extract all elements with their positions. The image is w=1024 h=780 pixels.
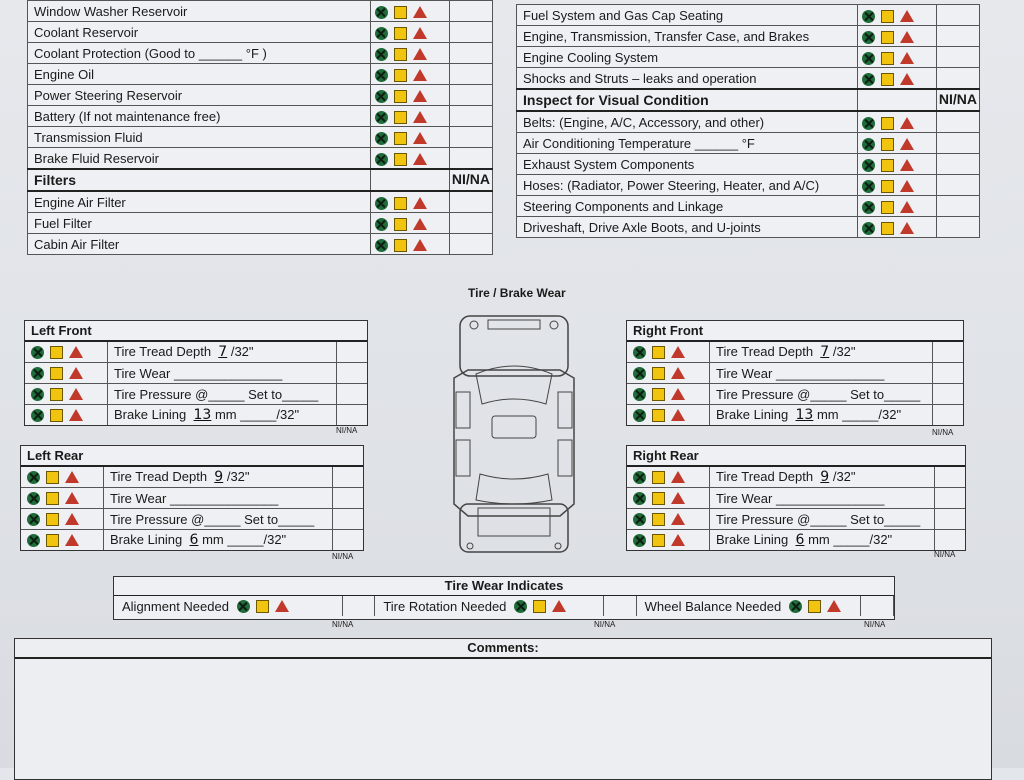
left-front-box <box>24 320 368 426</box>
ok-check-icon[interactable] <box>633 534 646 547</box>
caution-square-icon[interactable] <box>652 367 665 380</box>
caution-square-icon[interactable] <box>394 111 407 124</box>
alert-triangle-icon[interactable] <box>671 346 685 358</box>
row-label: Cabin Air Filter <box>28 234 371 255</box>
alert-triangle-icon[interactable] <box>900 52 914 64</box>
left-rear-na: NI/NA <box>332 552 354 561</box>
ok-check-icon[interactable] <box>375 69 388 82</box>
tire-wear-item: Wheel Balance Needed <box>637 596 862 616</box>
na-label: NI/NA <box>936 89 979 111</box>
status-icons <box>858 196 936 217</box>
brake-lining-value[interactable]: 13 <box>193 407 212 423</box>
checklist-row <box>517 175 980 196</box>
caution-square-icon[interactable] <box>652 492 665 505</box>
row-label: Shocks and Struts – leaks and operation <box>517 68 858 90</box>
caution-square-icon[interactable] <box>881 138 894 151</box>
alert-triangle-icon[interactable] <box>69 346 83 358</box>
caution-square-icon[interactable] <box>46 513 59 526</box>
alert-triangle-icon[interactable] <box>275 600 289 612</box>
ok-check-icon[interactable] <box>31 409 44 422</box>
na-cell[interactable] <box>936 175 979 196</box>
caution-square-icon[interactable] <box>652 471 665 484</box>
na-cell[interactable] <box>449 1 492 22</box>
tire-wear-row: Tire Wear _______________ <box>627 363 963 384</box>
caution-square-icon[interactable] <box>46 492 59 505</box>
status-icons <box>370 43 449 64</box>
left-rear-box <box>20 445 364 551</box>
alert-triangle-icon[interactable] <box>413 27 427 39</box>
tire-wear-row: Tire Wear _______________ <box>21 488 363 509</box>
balance-na: NI/NA <box>864 620 886 629</box>
comments-title: Comments: <box>15 639 991 659</box>
alert-triangle-icon[interactable] <box>65 471 79 483</box>
ok-check-icon[interactable] <box>862 117 875 130</box>
checklist-row <box>517 68 980 90</box>
checklist-row <box>28 234 493 255</box>
alert-triangle-icon[interactable] <box>671 492 685 504</box>
tread-depth-value[interactable]: 7 <box>218 344 228 360</box>
tire-pressure-row: Tire Pressure @_____ Set to_____ <box>627 384 963 405</box>
checklist-row <box>28 191 493 213</box>
caution-square-icon[interactable] <box>881 117 894 130</box>
checklist-row <box>517 47 980 68</box>
row-label: Exhaust System Components <box>517 154 858 175</box>
row-label: Coolant Protection (Good to ______ °F ) <box>28 43 371 64</box>
car-diagram <box>448 308 580 562</box>
tire-wear-indicates <box>113 576 895 620</box>
alert-triangle-icon[interactable] <box>552 600 566 612</box>
right-rear-box <box>626 445 966 551</box>
ok-check-icon[interactable] <box>31 367 44 380</box>
row-label: Fuel System and Gas Cap Seating <box>517 5 858 26</box>
caution-square-icon[interactable] <box>46 534 59 547</box>
checklist-row <box>28 64 493 85</box>
na-cell[interactable] <box>936 26 979 47</box>
caution-square-icon[interactable] <box>394 90 407 103</box>
alert-triangle-icon[interactable] <box>413 6 427 18</box>
ok-check-icon[interactable] <box>862 201 875 214</box>
na-label: NI/NA <box>449 169 492 191</box>
ok-check-icon[interactable] <box>237 600 250 613</box>
alert-triangle-icon[interactable] <box>671 409 685 421</box>
caution-square-icon[interactable] <box>881 159 894 172</box>
caution-square-icon[interactable] <box>394 218 407 231</box>
tire-box-title: Left Front <box>25 321 367 342</box>
brake-lining-row: Brake Lining 6 mm _____/32" <box>627 530 965 550</box>
ok-check-icon[interactable] <box>633 471 646 484</box>
status-icons <box>858 68 936 90</box>
ok-check-icon[interactable] <box>633 492 646 505</box>
row-label: Air Conditioning Temperature ______ °F <box>517 133 858 154</box>
alert-triangle-icon[interactable] <box>69 409 83 421</box>
caution-square-icon[interactable] <box>394 239 407 252</box>
status-icons <box>370 106 449 127</box>
caution-square-icon[interactable] <box>50 346 63 359</box>
ok-check-icon[interactable] <box>375 239 388 252</box>
na-cell[interactable] <box>449 106 492 127</box>
section-title: Inspect for Visual Condition <box>517 89 858 111</box>
alert-triangle-icon[interactable] <box>671 388 685 400</box>
checklist-row <box>28 43 493 64</box>
status-icons <box>370 1 449 22</box>
na-cell[interactable] <box>449 234 492 255</box>
alert-triangle-icon[interactable] <box>65 513 79 525</box>
status-icons <box>858 154 936 175</box>
tread-depth-row: Tire Tread Depth 9 /32" <box>21 467 363 488</box>
section-header <box>517 89 980 111</box>
checklist-row <box>28 148 493 170</box>
status-icons <box>370 148 449 170</box>
na-cell[interactable] <box>449 191 492 213</box>
tire-wear-title: Tire Wear Indicates <box>114 577 894 596</box>
na-cell[interactable] <box>936 68 979 90</box>
na-cell[interactable] <box>449 22 492 43</box>
left-front-na: NI/NA <box>336 426 358 435</box>
ok-check-icon[interactable] <box>633 367 646 380</box>
tire-pressure-row: Tire Pressure @_____ Set to_____ <box>25 384 367 405</box>
alert-triangle-icon[interactable] <box>900 159 914 171</box>
alert-triangle-icon[interactable] <box>413 197 427 209</box>
caution-square-icon[interactable] <box>50 409 63 422</box>
alert-triangle-icon[interactable] <box>413 132 427 144</box>
ok-check-icon[interactable] <box>375 153 388 166</box>
ok-check-icon[interactable] <box>862 180 875 193</box>
ok-check-icon[interactable] <box>375 111 388 124</box>
status-icons <box>858 5 936 26</box>
comments-area[interactable] <box>15 659 991 779</box>
na-cell[interactable] <box>936 196 979 217</box>
checklist-row <box>28 106 493 127</box>
row-label: Brake Fluid Reservoir <box>28 148 371 170</box>
na-cell[interactable] <box>449 148 492 170</box>
tread-depth-row: Tire Tread Depth 9 /32" <box>627 467 965 488</box>
checklist-row <box>28 127 493 148</box>
tire-brake-title: Tire / Brake Wear <box>468 286 566 300</box>
alert-triangle-icon[interactable] <box>900 31 914 43</box>
brake-lining-value[interactable]: 13 <box>795 407 814 423</box>
ok-check-icon[interactable] <box>375 48 388 61</box>
tire-wear-item: Alignment Needed <box>114 596 343 616</box>
ok-check-icon[interactable] <box>633 513 646 526</box>
checklist-row <box>28 1 493 22</box>
caution-square-icon[interactable] <box>394 69 407 82</box>
ok-check-icon[interactable] <box>633 388 646 401</box>
status-icons <box>370 22 449 43</box>
ok-check-icon[interactable] <box>862 159 875 172</box>
checklist-row <box>517 111 980 133</box>
ok-check-icon[interactable] <box>633 346 646 359</box>
na-cell[interactable] <box>936 5 979 26</box>
na-cell[interactable] <box>861 596 894 616</box>
ok-check-icon[interactable] <box>375 90 388 103</box>
tread-depth-value[interactable]: 9 <box>820 469 830 485</box>
checklist-row <box>28 85 493 106</box>
caution-square-icon[interactable] <box>652 409 665 422</box>
caution-square-icon[interactable] <box>881 10 894 23</box>
checklist-row <box>28 213 493 234</box>
caution-square-icon[interactable] <box>652 513 665 526</box>
alert-triangle-icon[interactable] <box>671 471 685 483</box>
fluids-table <box>27 0 493 255</box>
caution-square-icon[interactable] <box>652 388 665 401</box>
row-label: Engine, Transmission, Transfer Case, and Brakes <box>517 26 858 47</box>
caution-square-icon[interactable] <box>881 31 894 44</box>
checklist-row <box>517 154 980 175</box>
caution-square-icon[interactable] <box>46 471 59 484</box>
alert-triangle-icon[interactable] <box>671 534 685 546</box>
alert-triangle-icon[interactable] <box>827 600 841 612</box>
ok-check-icon[interactable] <box>789 600 802 613</box>
rotation-na: NI/NA <box>594 620 616 629</box>
section-title: Filters <box>28 169 371 191</box>
tire-wear-row: Tire Wear _______________ <box>25 363 367 384</box>
alert-triangle-icon[interactable] <box>69 388 83 400</box>
right-front-na: NI/NA <box>932 428 954 437</box>
caution-square-icon[interactable] <box>652 534 665 547</box>
na-cell[interactable] <box>604 596 637 616</box>
checklist-row <box>517 26 980 47</box>
caution-square-icon[interactable] <box>881 73 894 86</box>
tread-depth-row: Tire Tread Depth 7 /32" <box>25 342 367 363</box>
caution-square-icon[interactable] <box>394 153 407 166</box>
ok-check-icon[interactable] <box>862 31 875 44</box>
tire-box-title: Right Front <box>627 321 963 342</box>
row-label: Belts: (Engine, A/C, Accessory, and other) <box>517 111 858 133</box>
checklist-row <box>517 217 980 238</box>
alert-triangle-icon[interactable] <box>900 138 914 150</box>
status-icons <box>370 234 449 255</box>
brake-lining-row: Brake Lining 6 mm _____/32" <box>21 530 363 550</box>
caution-square-icon[interactable] <box>808 600 821 613</box>
row-label: Driveshaft, Drive Axle Boots, and U-joints <box>517 217 858 238</box>
ok-check-icon[interactable] <box>27 471 40 484</box>
tire-box-title: Left Rear <box>21 446 363 467</box>
ok-check-icon[interactable] <box>31 346 44 359</box>
alignment-na: NI/NA <box>332 620 354 629</box>
ok-check-icon[interactable] <box>633 409 646 422</box>
ok-check-icon[interactable] <box>27 492 40 505</box>
ok-check-icon[interactable] <box>27 534 40 547</box>
alert-triangle-icon[interactable] <box>900 201 914 213</box>
alert-triangle-icon[interactable] <box>413 69 427 81</box>
na-cell[interactable] <box>343 596 376 616</box>
caution-square-icon[interactable] <box>394 6 407 19</box>
na-cell[interactable] <box>936 133 979 154</box>
alert-triangle-icon[interactable] <box>65 534 79 546</box>
caution-square-icon[interactable] <box>881 222 894 235</box>
caution-square-icon[interactable] <box>394 132 407 145</box>
checklist-row <box>517 133 980 154</box>
caution-square-icon[interactable] <box>394 27 407 40</box>
brake-lining-row: Brake Lining 13 mm _____/32" <box>627 405 963 425</box>
status-icons <box>370 64 449 85</box>
ok-check-icon[interactable] <box>31 388 44 401</box>
ok-check-icon[interactable] <box>375 132 388 145</box>
caution-square-icon[interactable] <box>50 367 63 380</box>
caution-square-icon[interactable] <box>256 600 269 613</box>
tire-pressure-row: Tire Pressure @_____ Set to_____ <box>21 509 363 530</box>
alert-triangle-icon[interactable] <box>413 218 427 230</box>
caution-square-icon[interactable] <box>881 52 894 65</box>
ok-check-icon[interactable] <box>375 197 388 210</box>
caution-square-icon[interactable] <box>394 48 407 61</box>
status-icons <box>858 175 936 196</box>
alert-triangle-icon[interactable] <box>671 513 685 525</box>
alert-triangle-icon[interactable] <box>413 111 427 123</box>
tire-pressure-row: Tire Pressure @_____ Set to_____ <box>627 509 965 530</box>
row-label: Window Washer Reservoir <box>28 1 371 22</box>
right-rear-na: NI/NA <box>934 550 956 559</box>
row-label: Fuel Filter <box>28 213 371 234</box>
tread-depth-row: Tire Tread Depth 7 /32" <box>627 342 963 363</box>
alert-triangle-icon[interactable] <box>65 492 79 504</box>
na-cell[interactable] <box>449 127 492 148</box>
na-cell[interactable] <box>449 43 492 64</box>
na-cell[interactable] <box>449 85 492 106</box>
status-icons <box>858 217 936 238</box>
row-label: Engine Cooling System <box>517 47 858 68</box>
ok-check-icon[interactable] <box>514 600 527 613</box>
alert-triangle-icon[interactable] <box>413 153 427 165</box>
tread-depth-value[interactable]: 9 <box>214 469 224 485</box>
alert-triangle-icon[interactable] <box>671 367 685 379</box>
checklist-row <box>517 5 980 26</box>
brake-lining-value[interactable]: 6 <box>189 532 199 548</box>
na-cell[interactable] <box>936 217 979 238</box>
row-label: Engine Air Filter <box>28 191 371 213</box>
ok-check-icon[interactable] <box>862 73 875 86</box>
caution-square-icon[interactable] <box>394 197 407 210</box>
tire-box-title: Right Rear <box>627 446 965 467</box>
ok-check-icon[interactable] <box>862 52 875 65</box>
na-cell[interactable] <box>936 154 979 175</box>
status-icons <box>858 47 936 68</box>
alert-triangle-icon[interactable] <box>900 222 914 234</box>
caution-square-icon[interactable] <box>881 201 894 214</box>
alert-triangle-icon[interactable] <box>413 48 427 60</box>
ok-check-icon[interactable] <box>375 218 388 231</box>
alert-triangle-icon[interactable] <box>900 10 914 22</box>
tread-depth-value[interactable]: 7 <box>820 344 830 360</box>
na-cell[interactable] <box>936 47 979 68</box>
checklist-row <box>28 22 493 43</box>
caution-square-icon[interactable] <box>533 600 546 613</box>
alert-triangle-icon[interactable] <box>69 367 83 379</box>
brake-lining-row: Brake Lining 13 mm _____/32" <box>25 405 367 425</box>
alert-triangle-icon[interactable] <box>900 180 914 192</box>
tire-wear-item: Tire Rotation Needed <box>375 596 604 616</box>
row-label: Coolant Reservoir <box>28 22 371 43</box>
row-label: Transmission Fluid <box>28 127 371 148</box>
row-label: Battery (If not maintenance free) <box>28 106 371 127</box>
ok-check-icon[interactable] <box>375 6 388 19</box>
alert-triangle-icon[interactable] <box>413 239 427 251</box>
status-icons <box>370 213 449 234</box>
alert-triangle-icon[interactable] <box>900 73 914 85</box>
alert-triangle-icon[interactable] <box>413 90 427 102</box>
row-label: Power Steering Reservoir <box>28 85 371 106</box>
ok-check-icon[interactable] <box>27 513 40 526</box>
row-label: Engine Oil <box>28 64 371 85</box>
row-label: Hoses: (Radiator, Power Steering, Heater, and A/C) <box>517 175 858 196</box>
caution-square-icon[interactable] <box>881 180 894 193</box>
status-icons <box>858 133 936 154</box>
ok-check-icon[interactable] <box>862 10 875 23</box>
alert-triangle-icon[interactable] <box>900 117 914 129</box>
na-cell[interactable] <box>449 213 492 234</box>
checklist-row <box>517 196 980 217</box>
ok-check-icon[interactable] <box>862 222 875 235</box>
leaks-table <box>516 4 980 238</box>
caution-square-icon[interactable] <box>652 346 665 359</box>
section-header <box>28 169 493 191</box>
row-label: Steering Components and Linkage <box>517 196 858 217</box>
status-icons <box>370 85 449 106</box>
status-icons <box>370 191 449 213</box>
ok-check-icon[interactable] <box>375 27 388 40</box>
comments-box <box>14 638 992 780</box>
brake-lining-value[interactable]: 6 <box>795 532 805 548</box>
na-cell[interactable] <box>449 64 492 85</box>
tire-wear-row: Tire Wear _______________ <box>627 488 965 509</box>
status-icons <box>858 111 936 133</box>
ok-check-icon[interactable] <box>862 138 875 151</box>
na-cell[interactable] <box>936 111 979 133</box>
status-icons <box>370 127 449 148</box>
status-icons <box>858 26 936 47</box>
caution-square-icon[interactable] <box>50 388 63 401</box>
right-front-box <box>626 320 964 426</box>
